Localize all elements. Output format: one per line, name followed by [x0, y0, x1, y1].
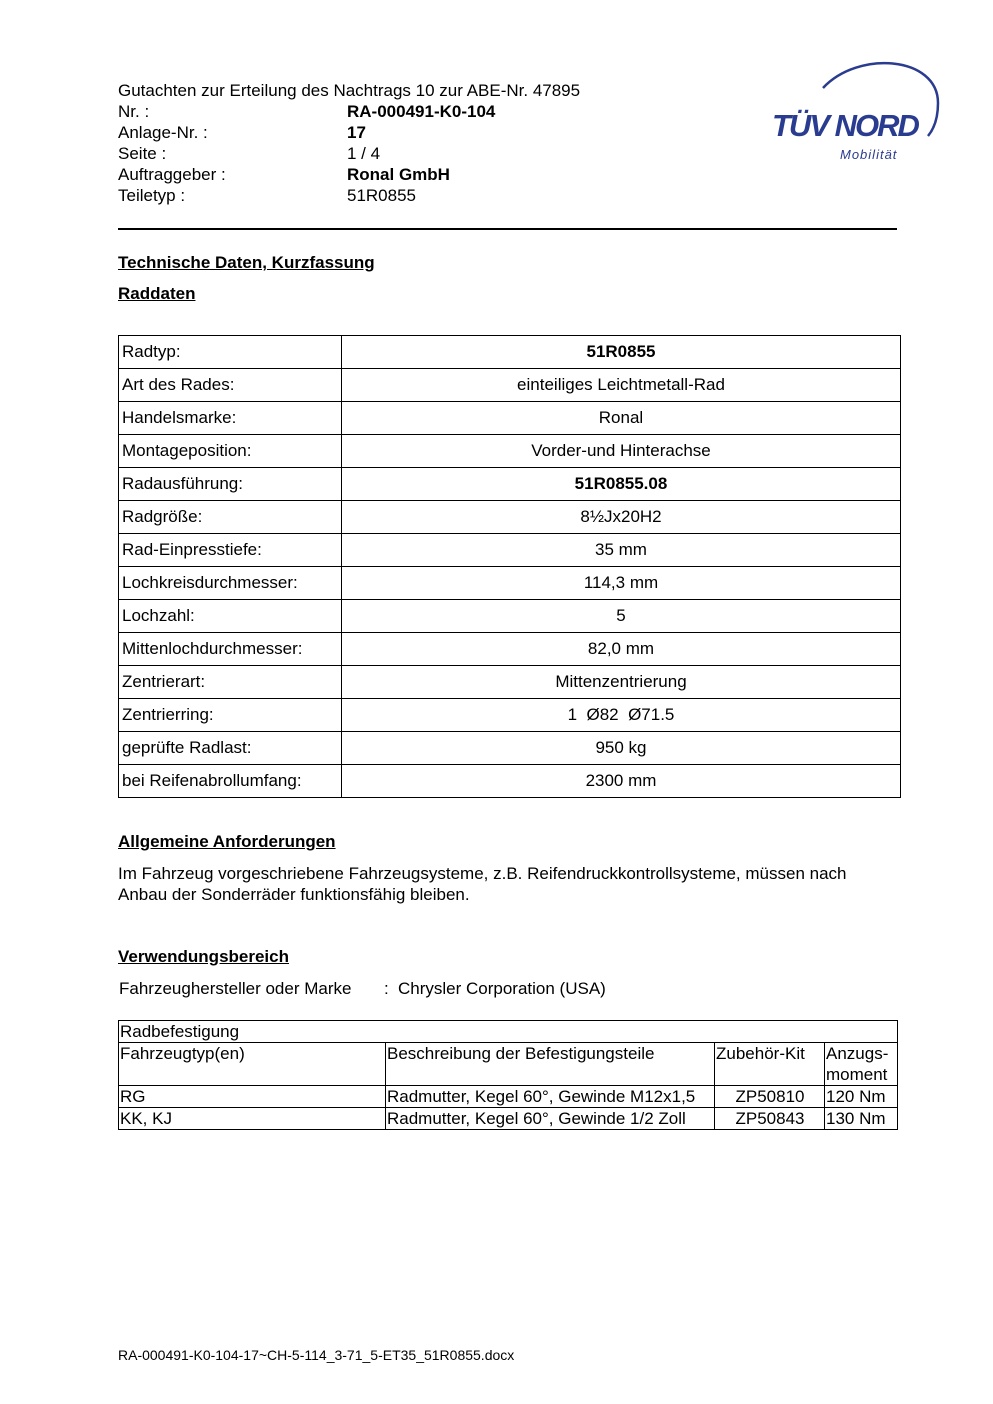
header-label: Nr. :	[118, 102, 150, 121]
header-value: RA-000491-K0-104	[347, 102, 496, 121]
header-divider	[118, 228, 897, 230]
table-row	[119, 1086, 898, 1108]
document-footer: RA-000491-K0-104-17~CH-5-114_3-71_5-ET35_51R0855.docx	[118, 1347, 515, 1363]
table-cell: Radmutter, Kegel 60°, Gewinde M12x1,5	[386, 1086, 715, 1108]
raddaten-table	[118, 335, 901, 798]
row-value: 2300 mm	[342, 765, 901, 798]
table-row	[119, 600, 901, 633]
header-value: 1 / 4	[347, 144, 381, 163]
logo-brand: TÜV NORD	[772, 108, 918, 143]
section-heading-allgemein: Allgemeine Anforderungen	[118, 832, 336, 851]
header-row-seite	[118, 143, 580, 164]
table-row	[119, 666, 901, 699]
table-row	[119, 435, 901, 468]
row-label: Handelsmarke:	[119, 402, 342, 435]
table-row	[119, 501, 901, 534]
header-row-teiletyp	[118, 185, 580, 206]
table-row	[119, 402, 901, 435]
row-label: Radgröße:	[119, 501, 342, 534]
table-title: Radbefestigung	[119, 1021, 898, 1043]
row-value: Ronal	[342, 402, 901, 435]
header-label: Teiletyp :	[118, 186, 186, 205]
radbefestigung-table	[118, 1020, 898, 1130]
table-row	[119, 633, 901, 666]
section-heading-technische: Technische Daten, Kurzfassung	[118, 253, 375, 272]
section-heading-verwendung: Verwendungsbereich	[118, 947, 289, 966]
hersteller-line	[119, 979, 606, 999]
row-value: 51R0855.08	[342, 468, 901, 501]
row-value: 35 mm	[342, 534, 901, 567]
row-value: 1 Ø82 Ø71.5	[342, 699, 901, 732]
logo-subtitle: Mobilität	[840, 147, 898, 162]
table-row	[119, 369, 901, 402]
tuev-nord-logo	[768, 58, 948, 168]
row-value: Mittenzentrierung	[342, 666, 901, 699]
header-row-nr	[118, 101, 580, 122]
allgemein-paragraph: Im Fahrzeug vorgeschriebene Fahrzeugsysteme, z.B. Reifendruckkontrollsysteme, müssen nach Anbau der Sonderräder funktionsfähig bleiben.	[118, 864, 847, 904]
row-label: Lochkreisdurchmesser:	[119, 567, 342, 600]
document-title: Gutachten zur Erteilung des Nachtrags 10 zur ABE-Nr. 47895	[118, 81, 581, 100]
table-cell: ZP50843	[715, 1108, 825, 1130]
table-header-row	[119, 1043, 898, 1086]
column-header: Zubehör-Kit	[715, 1043, 825, 1086]
table-title-row	[119, 1021, 898, 1043]
row-value: 950 kg	[342, 732, 901, 765]
table-row	[119, 1108, 898, 1130]
table-row	[119, 336, 901, 369]
row-value: 82,0 mm	[342, 633, 901, 666]
header-label: Auftraggeber :	[118, 165, 226, 184]
header-row-auftraggeber	[118, 164, 580, 185]
hersteller-separator: :	[384, 979, 389, 998]
row-label: Radausführung:	[119, 468, 342, 501]
hersteller-label: Fahrzeughersteller oder Marke	[119, 979, 352, 998]
row-value: 5	[342, 600, 901, 633]
row-value: einteiliges Leichtmetall-Rad	[342, 369, 901, 402]
row-label: Rad-Einpresstiefe:	[119, 534, 342, 567]
header-value: Ronal GmbH	[347, 165, 450, 184]
row-label: Mittenlochdurchmesser:	[119, 633, 342, 666]
row-label: Art des Rades:	[119, 369, 342, 402]
column-header: Anzugs-moment	[825, 1043, 898, 1086]
table-row	[119, 732, 901, 765]
row-value: 114,3 mm	[342, 567, 901, 600]
table-row	[119, 699, 901, 732]
row-value: Vorder-und Hinterachse	[342, 435, 901, 468]
row-value: 8½Jx20H2	[342, 501, 901, 534]
table-cell: Radmutter, Kegel 60°, Gewinde 1/2 Zoll	[386, 1108, 715, 1130]
row-label: geprüfte Radlast:	[119, 732, 342, 765]
table-cell: ZP50810	[715, 1086, 825, 1108]
header-label: Anlage-Nr. :	[118, 123, 208, 142]
table-row	[119, 765, 901, 798]
table-cell: 120 Nm	[825, 1086, 898, 1108]
hersteller-value: Chrysler Corporation (USA)	[398, 979, 606, 998]
table-row	[119, 468, 901, 501]
row-label: Lochzahl:	[119, 600, 342, 633]
column-header: Fahrzeugtyp(en)	[119, 1043, 386, 1086]
row-label: Zentrierart:	[119, 666, 342, 699]
row-label: Montageposition:	[119, 435, 342, 468]
table-cell: 130 Nm	[825, 1108, 898, 1130]
row-label: bei Reifenabrollumfang:	[119, 765, 342, 798]
header-label: Seite :	[118, 144, 167, 163]
header-row-anlage	[118, 122, 580, 143]
header-value: 51R0855	[347, 186, 417, 205]
section-heading-raddaten: Raddaten	[118, 284, 196, 303]
column-header: Beschreibung der Befestigungsteile	[386, 1043, 715, 1086]
row-value: 51R0855	[342, 336, 901, 369]
row-label: Radtyp:	[119, 336, 342, 369]
row-label: Zentrierring:	[119, 699, 342, 732]
header-value: 17	[347, 123, 366, 142]
table-cell: KK, KJ	[119, 1108, 386, 1130]
table-cell: RG	[119, 1086, 386, 1108]
document-header	[118, 80, 580, 206]
table-row	[119, 534, 901, 567]
table-row	[119, 567, 901, 600]
